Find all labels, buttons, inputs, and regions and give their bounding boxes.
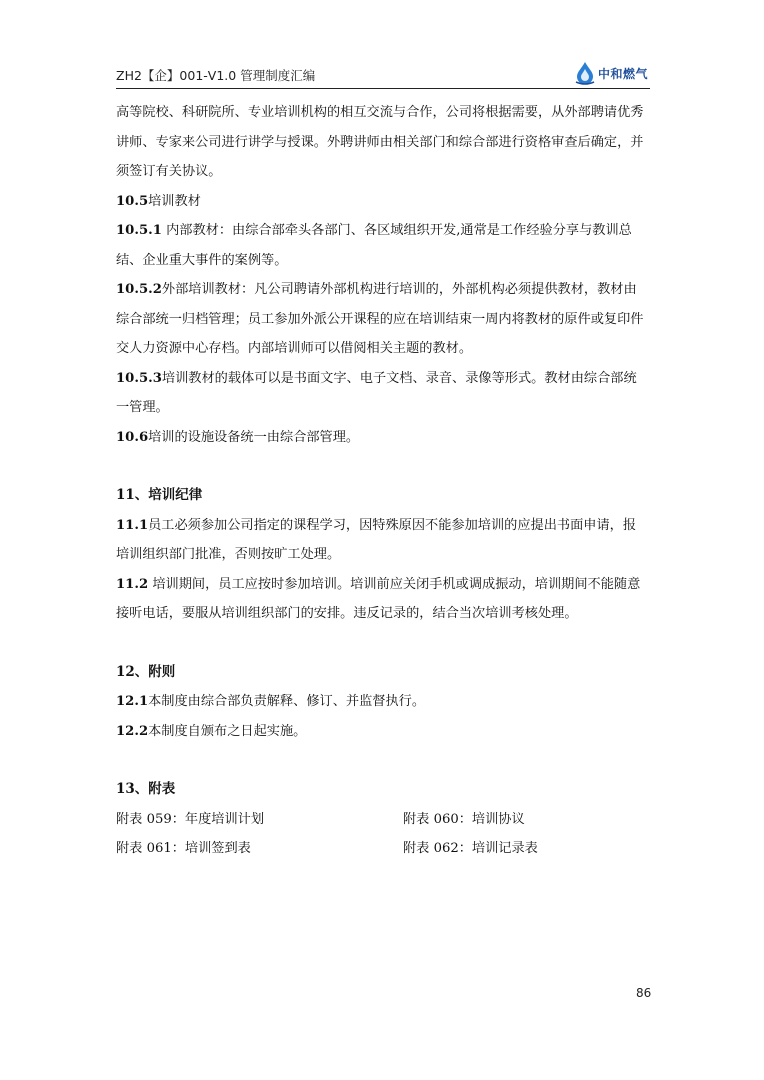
logo-text: 中和燃气 — [597, 67, 648, 81]
header-title: ZH2【企】001-V1.0 管理制度汇编 — [116, 68, 316, 83]
section-number: 10.5.3 — [116, 370, 162, 386]
section-number: 10.6 — [116, 429, 149, 445]
section-number: 10.5.2 — [116, 282, 162, 297]
heading-11: 11、培训纪律 — [116, 487, 203, 503]
company-logo — [574, 59, 648, 85]
section-text: 培训期间，员工应按时参加培训。培训前应关闭手机或调成振动，培训期间不能随意接听电话，要服从培训组织部门的安排。违反记录的，结合当次培训考核处理。 — [116, 576, 641, 621]
section-text: 员工必须参加公司指定的课程学习，因特殊原因不能参加培训的应提出书面申请，报培训组织部门批准，否则按旷工处理。 — [116, 517, 637, 562]
section-number: 10.5 — [116, 193, 149, 209]
section-10-5 — [116, 187, 646, 217]
section-number: 12.1 — [116, 694, 149, 709]
page-header — [116, 58, 650, 89]
attachment-row — [116, 805, 646, 835]
section-10-5-2 — [116, 275, 646, 364]
section-12-2 — [116, 717, 646, 747]
section-number: 12.2 — [116, 723, 149, 739]
paragraph: 高等院校、科研院所、专业培训机构的相互交流与合作，公司将根据需要，从外部聘请优秀讲师、专家来公司进行讲学与授课。外聘讲师由相关部门和综合部进行资格审查后确定，并须签订有关协议。 — [116, 105, 644, 179]
section-text: 本制度由综合部负责解释、修订、并监督执行。 — [148, 694, 426, 709]
section-12-1 — [116, 687, 646, 717]
attachment-item: 附表 061：培训签到表 — [116, 841, 251, 856]
section-text: 内部教材：由综合部牵头各部门、各区域组织开发,通常是工作经验分享与教训总结、企业重大事件的案例等。 — [116, 223, 632, 268]
document-body — [116, 98, 646, 864]
heading-13: 13、附表 — [116, 781, 176, 797]
section-10-6 — [116, 423, 646, 453]
attachment-item: 附表 060：培训协议 — [403, 811, 525, 827]
section-10-5-1 — [116, 216, 646, 275]
section-11-1 — [116, 511, 646, 570]
section-text: 外部培训教材：凡公司聘请外部机构进行培训的，外部机构必须提供教材，教材由综合部统一归档管理；员工参加外派公开课程的应在培训结束一周内将教材的原件或复印件交人力资源中心存档。内部培训师可以借阅相关主题的教材。 — [116, 282, 644, 356]
attachment-item: 附表 062：培训记录表 — [403, 841, 538, 856]
page-number: 86 — [636, 986, 652, 1000]
heading-12: 12、附则 — [116, 663, 176, 680]
spacer — [116, 746, 646, 775]
section-11-2 — [116, 570, 646, 629]
attachment-item: 附表 059：年度培训计划 — [116, 811, 265, 827]
section-number: 10.5.1 — [116, 223, 162, 238]
section-number: 11.1 — [116, 517, 149, 533]
section-10-5-3 — [116, 364, 646, 423]
section-number: 11.2 — [116, 576, 149, 592]
section-text: 本制度自颁布之日起实施。 — [148, 723, 307, 739]
section-text: 培训的设施设备统一由综合部管理。 — [148, 429, 360, 445]
spacer — [116, 452, 646, 481]
attachment-row — [116, 834, 646, 864]
spacer — [116, 629, 646, 658]
section-text: 培训教材的载体可以是书面文字、电子文档、录音、录像等形式。教材由综合部统一管理。 — [116, 370, 637, 415]
water-drop-icon — [574, 61, 596, 85]
section-text: 培训教材 — [148, 193, 201, 209]
